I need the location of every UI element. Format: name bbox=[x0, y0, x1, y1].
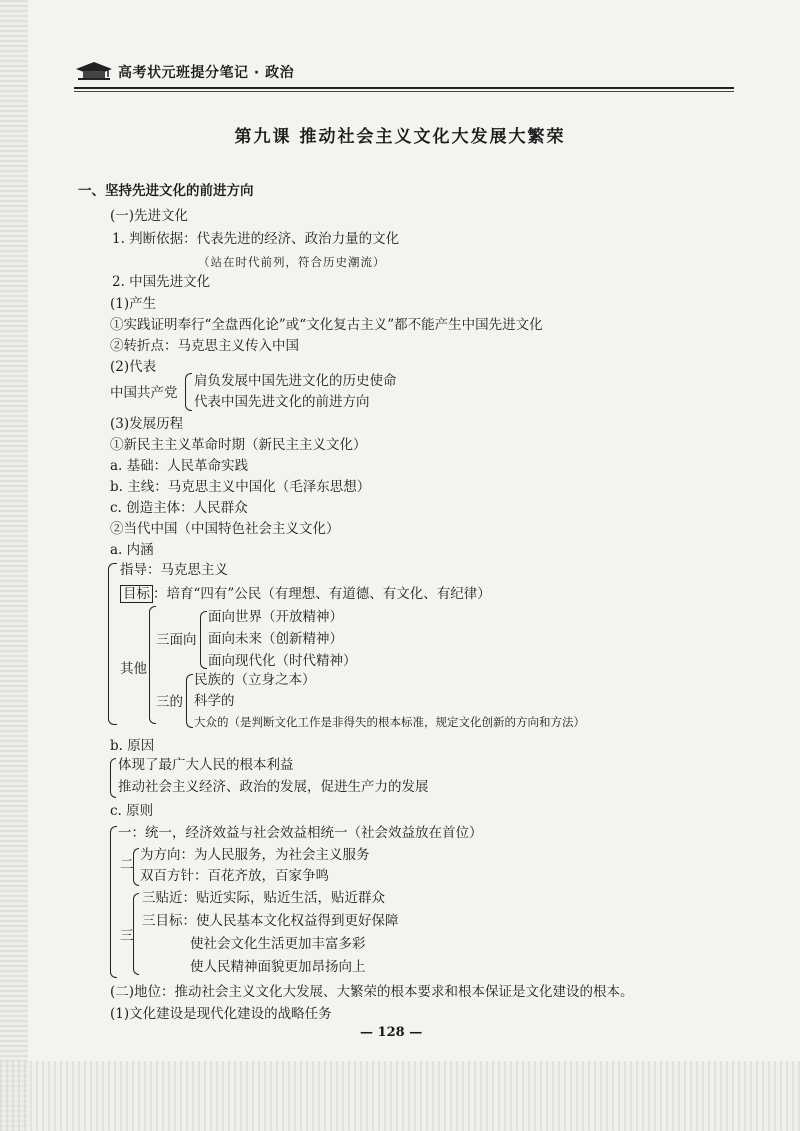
text-line: 为方向：为人民服务，为社会主义服务 bbox=[140, 847, 370, 863]
page-header bbox=[74, 56, 734, 86]
text-line: c. 原则 bbox=[110, 803, 154, 819]
text-line: ①新民主主义革命时期（新民主主义文化） bbox=[110, 437, 367, 453]
subheading-advanced-culture: (一)先进文化 bbox=[110, 208, 189, 224]
text-line: 使人民精神面貌更加昂扬向上 bbox=[190, 959, 366, 975]
brace bbox=[149, 606, 156, 724]
brace bbox=[110, 758, 116, 798]
header-rule-thin bbox=[74, 91, 734, 92]
goal-text: ：培育“四有”公民（有理想、有道德、有文化、有纪律） bbox=[153, 586, 491, 602]
text-line: (1)产生 bbox=[110, 296, 157, 312]
label-two: 二 bbox=[120, 857, 134, 873]
scan-edge-left bbox=[0, 0, 28, 1131]
text-line: ②当代中国（中国特色社会主义文化） bbox=[110, 521, 340, 537]
text-line: 肩负发展中国先进文化的历史使命 bbox=[194, 373, 397, 389]
text-line: 双百方针：百花齐放，百家争鸣 bbox=[140, 868, 329, 884]
brace bbox=[200, 611, 207, 669]
text-line: 使社会文化生活更加丰富多彩 bbox=[190, 936, 366, 952]
text-line: ②转折点：马克思主义传入中国 bbox=[110, 338, 299, 354]
text-line: 科学的 bbox=[194, 693, 235, 709]
label-cpc: 中国共产党 bbox=[110, 385, 178, 401]
scan-edge-bottom bbox=[0, 1061, 800, 1131]
brace bbox=[108, 563, 117, 725]
text-line: a. 内涵 bbox=[110, 542, 154, 558]
text-line: 1. 判断依据：代表先进的经济、政治力量的文化 bbox=[112, 231, 400, 247]
page-number: — 128 — bbox=[360, 1025, 423, 1040]
text-line: ①实践证明奉行“全盘西化论”或“文化复古主义”都不能产生中国先进文化 bbox=[110, 317, 543, 333]
brace bbox=[186, 674, 193, 728]
brace bbox=[133, 848, 139, 886]
label-three-face: 三面向 bbox=[156, 632, 197, 648]
section-heading: 一、坚持先进文化的前进方向 bbox=[78, 183, 254, 199]
label-three: 三 bbox=[120, 928, 134, 944]
text-line: 一：统一，经济效益与社会效益相统一（社会效益放在首位） bbox=[118, 825, 483, 841]
text-line: 民族的（立身之本） bbox=[194, 672, 316, 688]
text-line: 大众的（是判断文化工作是非得失的根本标准，规定文化创新的方向和方法） bbox=[194, 715, 585, 729]
header-rule bbox=[74, 87, 734, 89]
text-line: b. 主线：马克思主义中国化（毛泽东思想） bbox=[110, 479, 371, 495]
subheading-status: (二)地位：推动社会主义文化大发展、大繁荣的根本要求和根本保证是文化建设的根本。 bbox=[110, 984, 634, 1000]
text-line: 面向未来（创新精神） bbox=[208, 631, 343, 647]
text-line: (1)文化建设是现代化建设的战略任务 bbox=[110, 1006, 332, 1022]
brace bbox=[133, 893, 139, 975]
text-line: 推动社会主义经济、政治的发展，促进生产力的发展 bbox=[118, 779, 429, 795]
lesson-title: 第九课 推动社会主义文化大发展大繁荣 bbox=[234, 127, 566, 147]
brace bbox=[185, 373, 192, 411]
text-line: (2)代表 bbox=[110, 359, 157, 375]
text-line: 三贴近：贴近实际，贴近生活，贴近群众 bbox=[142, 890, 385, 906]
handwritten-note: （站在时代前列，符合历史潮流） bbox=[198, 255, 386, 269]
text-line: 指导：马克思主义 bbox=[120, 562, 228, 578]
text-line: c. 创造主体：人民群众 bbox=[110, 500, 248, 516]
header-title: 高考状元班提分笔记 · 政治 bbox=[118, 65, 295, 81]
brace bbox=[110, 826, 117, 978]
text-line: 体现了最广大人民的根本利益 bbox=[118, 757, 294, 773]
goal-line bbox=[120, 585, 491, 603]
text-line: (3)发展历程 bbox=[110, 416, 184, 432]
goal-box: 目标 bbox=[120, 585, 153, 603]
graduation-cap-icon bbox=[74, 60, 114, 82]
label-three-de: 三的 bbox=[156, 694, 183, 710]
text-line: b. 原因 bbox=[110, 738, 155, 754]
text-line: 面向世界（开放精神） bbox=[208, 609, 343, 625]
text-line: 2. 中国先进文化 bbox=[112, 274, 211, 290]
text-line: 代表中国先进文化的前进方向 bbox=[194, 394, 370, 410]
text-line: a. 基础：人民革命实践 bbox=[110, 458, 249, 474]
text-line: 三目标：使人民基本文化权益得到更好保障 bbox=[142, 913, 399, 929]
text-line: 面向现代化（时代精神） bbox=[208, 653, 357, 669]
label-other: 其他 bbox=[120, 661, 147, 677]
